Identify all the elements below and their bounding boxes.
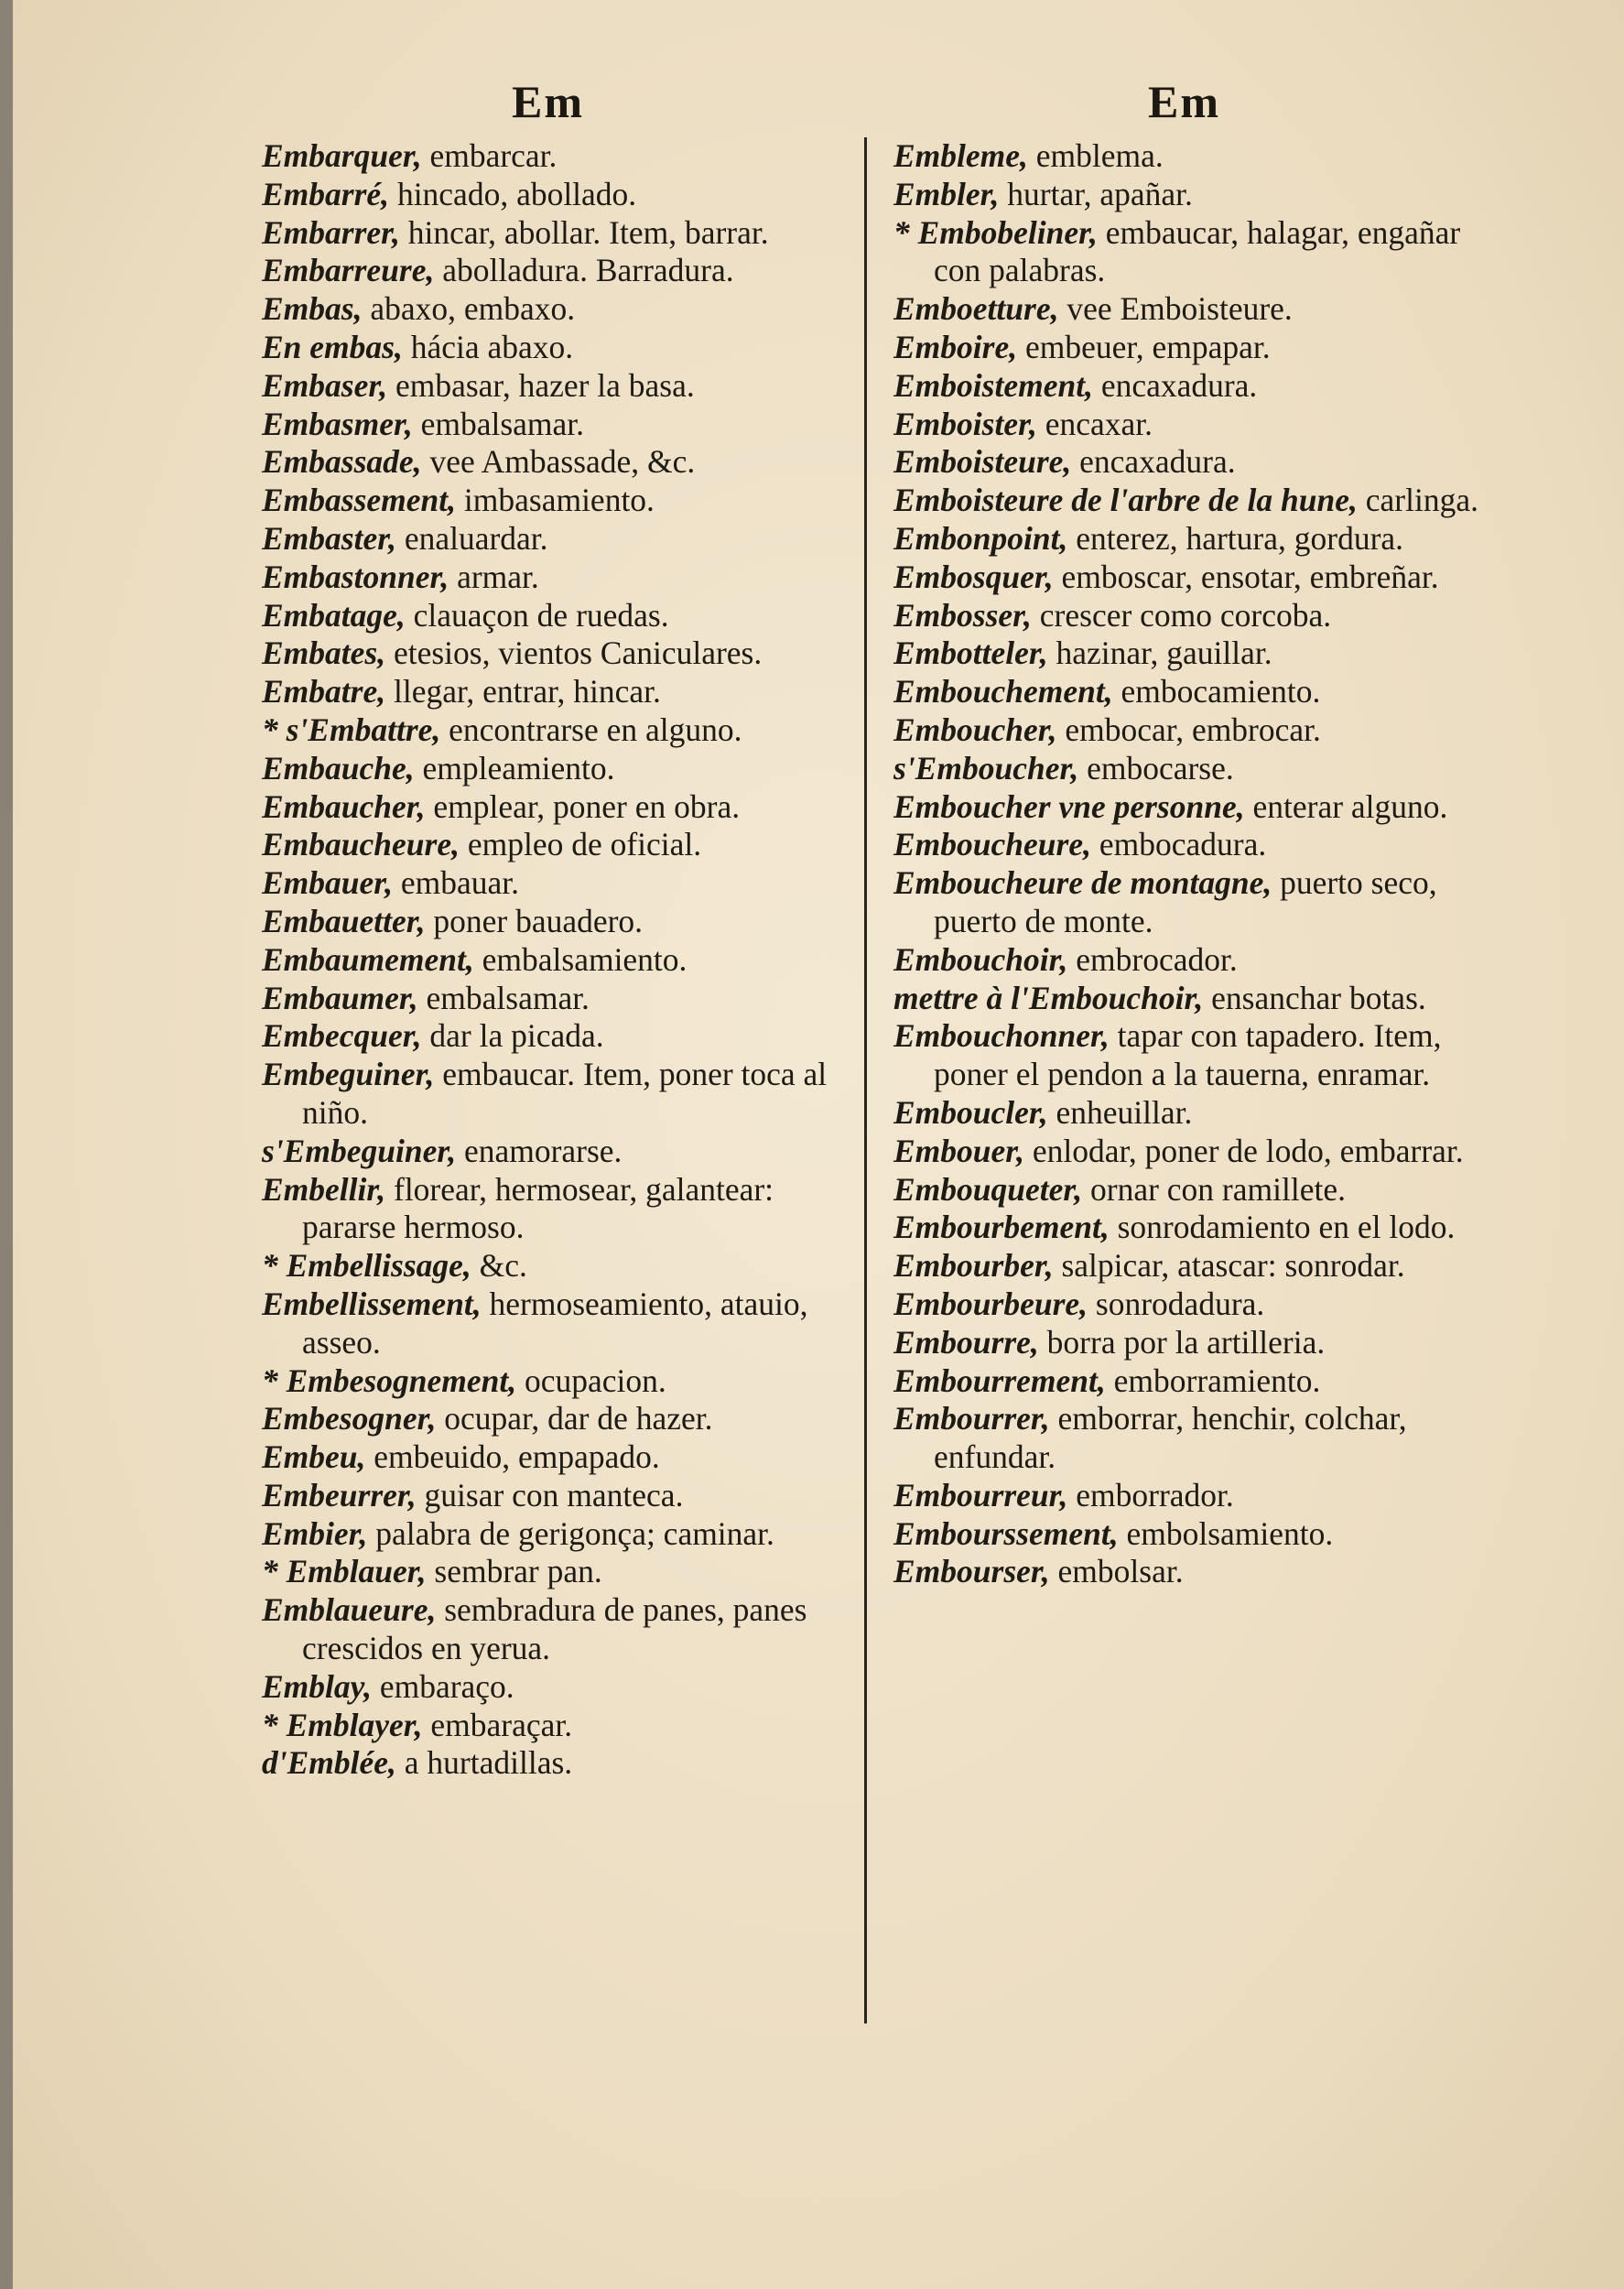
dictionary-entry	[893, 864, 1498, 941]
dictionary-entry	[262, 329, 866, 367]
entry-headword: mettre à l'Embouchoir,	[893, 979, 1204, 1016]
entry-definition: empleamiento.	[414, 749, 615, 787]
entry-headword: Embatage,	[262, 596, 406, 634]
entry-definition: armar.	[449, 558, 539, 595]
dictionary-entry	[893, 1286, 1498, 1324]
dictionary-entry	[893, 137, 1498, 176]
entry-definition: poner bauadero.	[425, 902, 644, 939]
dictionary-entry	[262, 941, 866, 980]
dictionary-entry	[262, 252, 866, 290]
entry-definition: embrocador.	[1067, 940, 1238, 978]
entry-definition: encaxadura.	[1071, 443, 1236, 481]
entry-definition: embocarse.	[1078, 749, 1234, 787]
dictionary-entry	[262, 980, 866, 1018]
entry-headword: Emboucheure de montagne,	[893, 864, 1272, 902]
entry-headword: Embarrer,	[262, 213, 400, 251]
entry-headword: Embourber,	[893, 1247, 1054, 1285]
entry-headword: Embourrer,	[893, 1400, 1050, 1437]
dictionary-entry	[893, 711, 1498, 750]
entry-definition: embeuido, empapado.	[365, 1438, 660, 1476]
entry-headword: Embaster,	[262, 519, 396, 557]
entry-definition: embolsar.	[1049, 1553, 1184, 1590]
dictionary-entry	[262, 137, 866, 176]
dictionary-entry	[893, 1553, 1498, 1591]
entry-headword: Embourrement,	[893, 1361, 1106, 1399]
entry-headword: Embaucheure,	[262, 826, 460, 863]
dictionary-entry	[893, 1171, 1498, 1210]
dictionary-entry	[262, 1744, 866, 1783]
entry-headword: Embellissement,	[262, 1285, 482, 1322]
entry-headword: Emboisteure de l'arbre de la hune,	[893, 482, 1358, 519]
dictionary-entry	[262, 1171, 866, 1248]
entry-headword: Embosquer,	[893, 558, 1054, 595]
entry-headword: Embler,	[893, 175, 1000, 212]
entry-definition: enamorarse.	[456, 1132, 623, 1169]
dictionary-entry	[893, 290, 1498, 329]
entry-definition: embalsamiento.	[473, 940, 687, 978]
entry-headword: * Embesognement,	[262, 1361, 517, 1399]
dictionary-entry	[893, 559, 1498, 597]
entry-definition: emblema.	[1027, 137, 1164, 174]
entry-definition: crescer como corcoba.	[1031, 596, 1332, 634]
entry-definition: emboscar, ensotar, embreñar.	[1053, 558, 1439, 595]
entry-definition: enheuillar.	[1047, 1093, 1193, 1131]
dictionary-entry	[893, 176, 1498, 214]
entry-definition: sembrar pan.	[426, 1553, 602, 1590]
entry-definition: sembradura de panes, panes crescidos en yerua.	[302, 1591, 807, 1667]
entry-headword: Embastonner,	[262, 558, 449, 595]
entry-headword: Embosser,	[893, 596, 1032, 634]
entry-headword: Embier,	[262, 1514, 368, 1552]
entry-headword: Embarquer,	[262, 137, 422, 174]
dictionary-entry	[262, 1362, 866, 1401]
entry-definition: enlodar, poner de lodo, embarrar.	[1024, 1132, 1464, 1169]
entry-headword: Embonpoint,	[893, 519, 1068, 557]
dictionary-entry	[893, 750, 1498, 788]
entry-definition: guisar con manteca.	[416, 1476, 684, 1513]
dictionary-entry	[262, 1477, 866, 1515]
entry-definition: embalsamar.	[417, 979, 590, 1016]
entry-headword: Emboucher vne personne,	[893, 787, 1245, 825]
entry-headword: * Embellissage,	[262, 1247, 471, 1285]
entry-definition: ornar con ramillete.	[1082, 1170, 1346, 1208]
dictionary-entry	[893, 673, 1498, 711]
dictionary-entry	[262, 788, 866, 827]
entry-definition: embauar.	[393, 864, 520, 902]
dictionary-entry	[893, 1362, 1498, 1401]
right-column	[893, 137, 1498, 1591]
entry-headword: Embouchonner,	[893, 1017, 1110, 1055]
entry-headword: Embouchement,	[893, 673, 1113, 711]
dictionary-entry	[262, 750, 866, 788]
entry-definition: emborrar, henchir, colchar, enfundar.	[934, 1400, 1407, 1476]
dictionary-entry	[262, 482, 866, 520]
entry-headword: s'Emboucher,	[893, 749, 1079, 787]
entry-headword: Embouqueter,	[893, 1170, 1083, 1208]
dictionary-entry	[262, 826, 866, 864]
dictionary-entry	[893, 443, 1498, 482]
entry-headword: Embotteler,	[893, 635, 1048, 672]
entry-headword: Embaucher,	[262, 787, 426, 825]
dictionary-entry	[262, 214, 866, 253]
entry-headword: Embauche,	[262, 749, 415, 787]
entry-definition: sonrodadura.	[1088, 1285, 1265, 1322]
entry-headword: Embouchoir,	[893, 940, 1068, 978]
entry-definition: carlinga.	[1357, 482, 1478, 519]
dictionary-entry	[893, 329, 1498, 367]
entry-headword: Emboister,	[893, 405, 1037, 442]
entry-definition: enaluardar.	[395, 519, 548, 557]
dictionary-entry	[262, 673, 866, 711]
dictionary-entry	[893, 1133, 1498, 1171]
dictionary-entry	[893, 214, 1498, 291]
entry-headword: Embourbeure,	[893, 1285, 1088, 1322]
entry-definition: hincar, abollar. Item, barrar.	[399, 213, 769, 251]
dictionary-entry	[893, 1017, 1498, 1094]
entry-definition: llegar, entrar, hincar.	[385, 673, 661, 711]
entry-headword: Embassade,	[262, 443, 422, 481]
entry-headword: Embeguiner,	[262, 1056, 435, 1093]
entry-definition: embalsamar.	[412, 405, 585, 442]
dictionary-entry	[262, 290, 866, 329]
dictionary-entry	[262, 711, 866, 750]
dictionary-entry	[262, 520, 866, 559]
entry-definition: embaucar. Item, poner toca al niño.	[302, 1056, 828, 1131]
dictionary-entry	[262, 443, 866, 482]
entry-headword: Emboucheure,	[893, 826, 1091, 863]
dictionary-entry	[893, 980, 1498, 1018]
dictionary-entry	[262, 1017, 866, 1056]
dictionary-entry	[893, 367, 1498, 406]
entry-headword: Embauetter,	[262, 902, 426, 939]
entry-definition: tapar con tapadero. Item, poner el pendon a la tauerna, enramar.	[934, 1017, 1442, 1093]
entry-headword: Embellir,	[262, 1170, 386, 1208]
entry-definition: ensanchar botas.	[1203, 979, 1426, 1016]
entry-headword: Emboire,	[893, 328, 1018, 365]
dictionary-entry	[262, 1133, 866, 1171]
entry-headword: d'Emblée,	[262, 1744, 396, 1782]
entry-headword: * s'Embattre,	[262, 711, 441, 748]
dictionary-entry	[893, 941, 1498, 980]
dictionary-entry	[893, 482, 1498, 520]
entry-definition: embaraço.	[371, 1667, 514, 1705]
entry-definition: embocadura.	[1090, 826, 1267, 863]
entry-definition: hazinar, gauillar.	[1047, 635, 1272, 672]
entry-headword: Embesogner,	[262, 1400, 437, 1437]
entry-headword: Embatre,	[262, 673, 386, 711]
entry-headword: Embleme,	[893, 137, 1028, 174]
dictionary-entry	[893, 1400, 1498, 1477]
entry-definition: puerto seco, puerto de monte.	[934, 864, 1437, 939]
entry-headword: En embas,	[262, 328, 403, 365]
dictionary-entry	[262, 559, 866, 597]
dictionary-entry	[893, 597, 1498, 635]
left-column-header: Em	[512, 76, 584, 127]
dictionary-entry	[262, 1591, 866, 1668]
entry-headword: * Embobeliner,	[893, 213, 1098, 251]
entry-definition: embaucar, halagar, engañar con palabras.	[934, 213, 1461, 289]
entry-definition: abolladura. Barradura.	[434, 252, 734, 289]
entry-headword: Emblaueure,	[262, 1591, 437, 1629]
dictionary-entry	[893, 1477, 1498, 1515]
entry-headword: Embecquer,	[262, 1017, 422, 1055]
entry-definition: ocupacion.	[516, 1361, 666, 1399]
entry-definition: hincado, abollado.	[389, 175, 637, 212]
entry-definition: etesios, vientos Caniculares.	[385, 635, 763, 672]
dictionary-entry	[893, 406, 1498, 444]
dictionary-entry	[262, 406, 866, 444]
entry-definition: sonrodamiento en el lodo.	[1109, 1209, 1456, 1246]
entry-definition: embolsamiento.	[1118, 1514, 1334, 1552]
entry-definition: embocamiento.	[1112, 673, 1321, 711]
dictionary-entry	[893, 1324, 1498, 1362]
entry-definition: embeuer, empapar.	[1017, 328, 1271, 365]
entry-headword: Embaser,	[262, 366, 388, 404]
entry-headword: Emboistement,	[893, 366, 1093, 404]
entry-definition: embasar, hazer la basa.	[387, 366, 695, 404]
entry-definition: encontrarse en alguno.	[440, 711, 742, 748]
dictionary-entry	[262, 1515, 866, 1554]
entry-definition: emborramiento.	[1105, 1361, 1321, 1399]
entry-definition: vee Emboisteure.	[1058, 290, 1293, 328]
entry-definition: abaxo, embaxo.	[362, 290, 576, 328]
dictionary-entry	[893, 788, 1498, 827]
dictionary-entry	[262, 864, 866, 903]
entry-headword: Embourser,	[893, 1553, 1050, 1590]
entry-headword: Emboucher,	[893, 711, 1057, 748]
entry-definition: encaxadura.	[1092, 366, 1258, 404]
left-column	[262, 137, 866, 1783]
entry-definition: ocupar, dar de hazer.	[436, 1400, 713, 1437]
dictionary-entry	[262, 1553, 866, 1591]
entry-headword: Emboisteure,	[893, 443, 1072, 481]
entry-headword: Emboucler,	[893, 1093, 1048, 1131]
entry-headword: Embates,	[262, 635, 386, 672]
dictionary-entry	[262, 903, 866, 941]
dictionary-entry	[262, 176, 866, 214]
dictionary-entry	[262, 1247, 866, 1286]
entry-definition: florear, hermosear, galantear: pararse hermoso.	[302, 1170, 774, 1246]
entry-definition: vee Ambassade, &c.	[421, 443, 696, 481]
entry-headword: Embauer,	[262, 864, 394, 902]
entry-headword: Embasmer,	[262, 405, 413, 442]
entry-headword: Embarreure,	[262, 252, 435, 289]
dictionary-entry	[893, 826, 1498, 864]
entry-headword: Embeurrer,	[262, 1476, 417, 1513]
dictionary-entry	[893, 520, 1498, 559]
entry-definition: a hurtadillas.	[395, 1744, 573, 1782]
entry-headword: Embaumement,	[262, 940, 474, 978]
right-column-header: Em	[1148, 76, 1220, 127]
dictionary-entry	[893, 1094, 1498, 1133]
dictionary-page	[13, 0, 1624, 2289]
dictionary-entry	[262, 1286, 866, 1362]
dictionary-entry	[262, 1438, 866, 1477]
entry-headword: Embassement,	[262, 482, 457, 519]
entry-definition: palabra de gerigonça; caminar.	[367, 1514, 774, 1552]
entry-definition: embocar, embrocar.	[1056, 711, 1321, 748]
entry-definition: embaraçar.	[422, 1706, 573, 1743]
entry-definition: hácia abaxo.	[402, 328, 574, 365]
entry-definition: emborrador.	[1067, 1476, 1234, 1513]
entry-definition: enterez, hartura, gordura.	[1067, 519, 1404, 557]
entry-definition: encaxar.	[1036, 405, 1153, 442]
entry-headword: Embarré,	[262, 175, 390, 212]
entry-definition: embarcar.	[421, 137, 558, 174]
entry-headword: Emboetture,	[893, 290, 1059, 328]
dictionary-entry	[893, 1209, 1498, 1247]
entry-definition: hermoseamiento, atauio, asseo.	[302, 1285, 808, 1361]
dictionary-entry	[262, 597, 866, 635]
entry-headword: s'Embeguiner,	[262, 1132, 457, 1169]
dictionary-entry	[893, 1515, 1498, 1554]
dictionary-entry	[262, 635, 866, 673]
entry-headword: Embaumer,	[262, 979, 418, 1016]
entry-definition: borra por la artilleria.	[1038, 1323, 1326, 1361]
entry-definition: hurtar, apañar.	[999, 175, 1193, 212]
entry-headword: Embourreur,	[893, 1476, 1068, 1513]
entry-headword: * Emblayer,	[262, 1706, 423, 1743]
entry-definition: clauaçon de ruedas.	[405, 596, 669, 634]
entry-definition: empleo de oficial.	[459, 826, 702, 863]
dictionary-entry	[262, 1707, 866, 1745]
entry-definition: dar la picada.	[421, 1017, 604, 1055]
entry-headword: Embourssement,	[893, 1514, 1119, 1552]
entry-headword: * Emblauer,	[262, 1553, 427, 1590]
entry-definition: &c.	[471, 1247, 527, 1285]
dictionary-entry	[262, 1056, 866, 1133]
entry-headword: Emblay,	[262, 1667, 372, 1705]
dictionary-entry	[262, 1668, 866, 1707]
entry-definition: emplear, poner en obra.	[425, 787, 741, 825]
dictionary-entry	[893, 635, 1498, 673]
entry-definition: salpicar, atascar: sonrodar.	[1053, 1247, 1405, 1285]
entry-definition: enterar alguno.	[1244, 787, 1448, 825]
entry-definition: imbasamiento.	[456, 482, 655, 519]
entry-headword: Embourbement,	[893, 1209, 1110, 1246]
entry-headword: Embas,	[262, 290, 363, 328]
entry-headword: Embeu,	[262, 1438, 366, 1476]
entry-headword: Embourre,	[893, 1323, 1039, 1361]
entry-headword: Embouer,	[893, 1132, 1025, 1169]
dictionary-entry	[262, 1400, 866, 1438]
dictionary-entry	[893, 1247, 1498, 1286]
dictionary-entry	[262, 367, 866, 406]
